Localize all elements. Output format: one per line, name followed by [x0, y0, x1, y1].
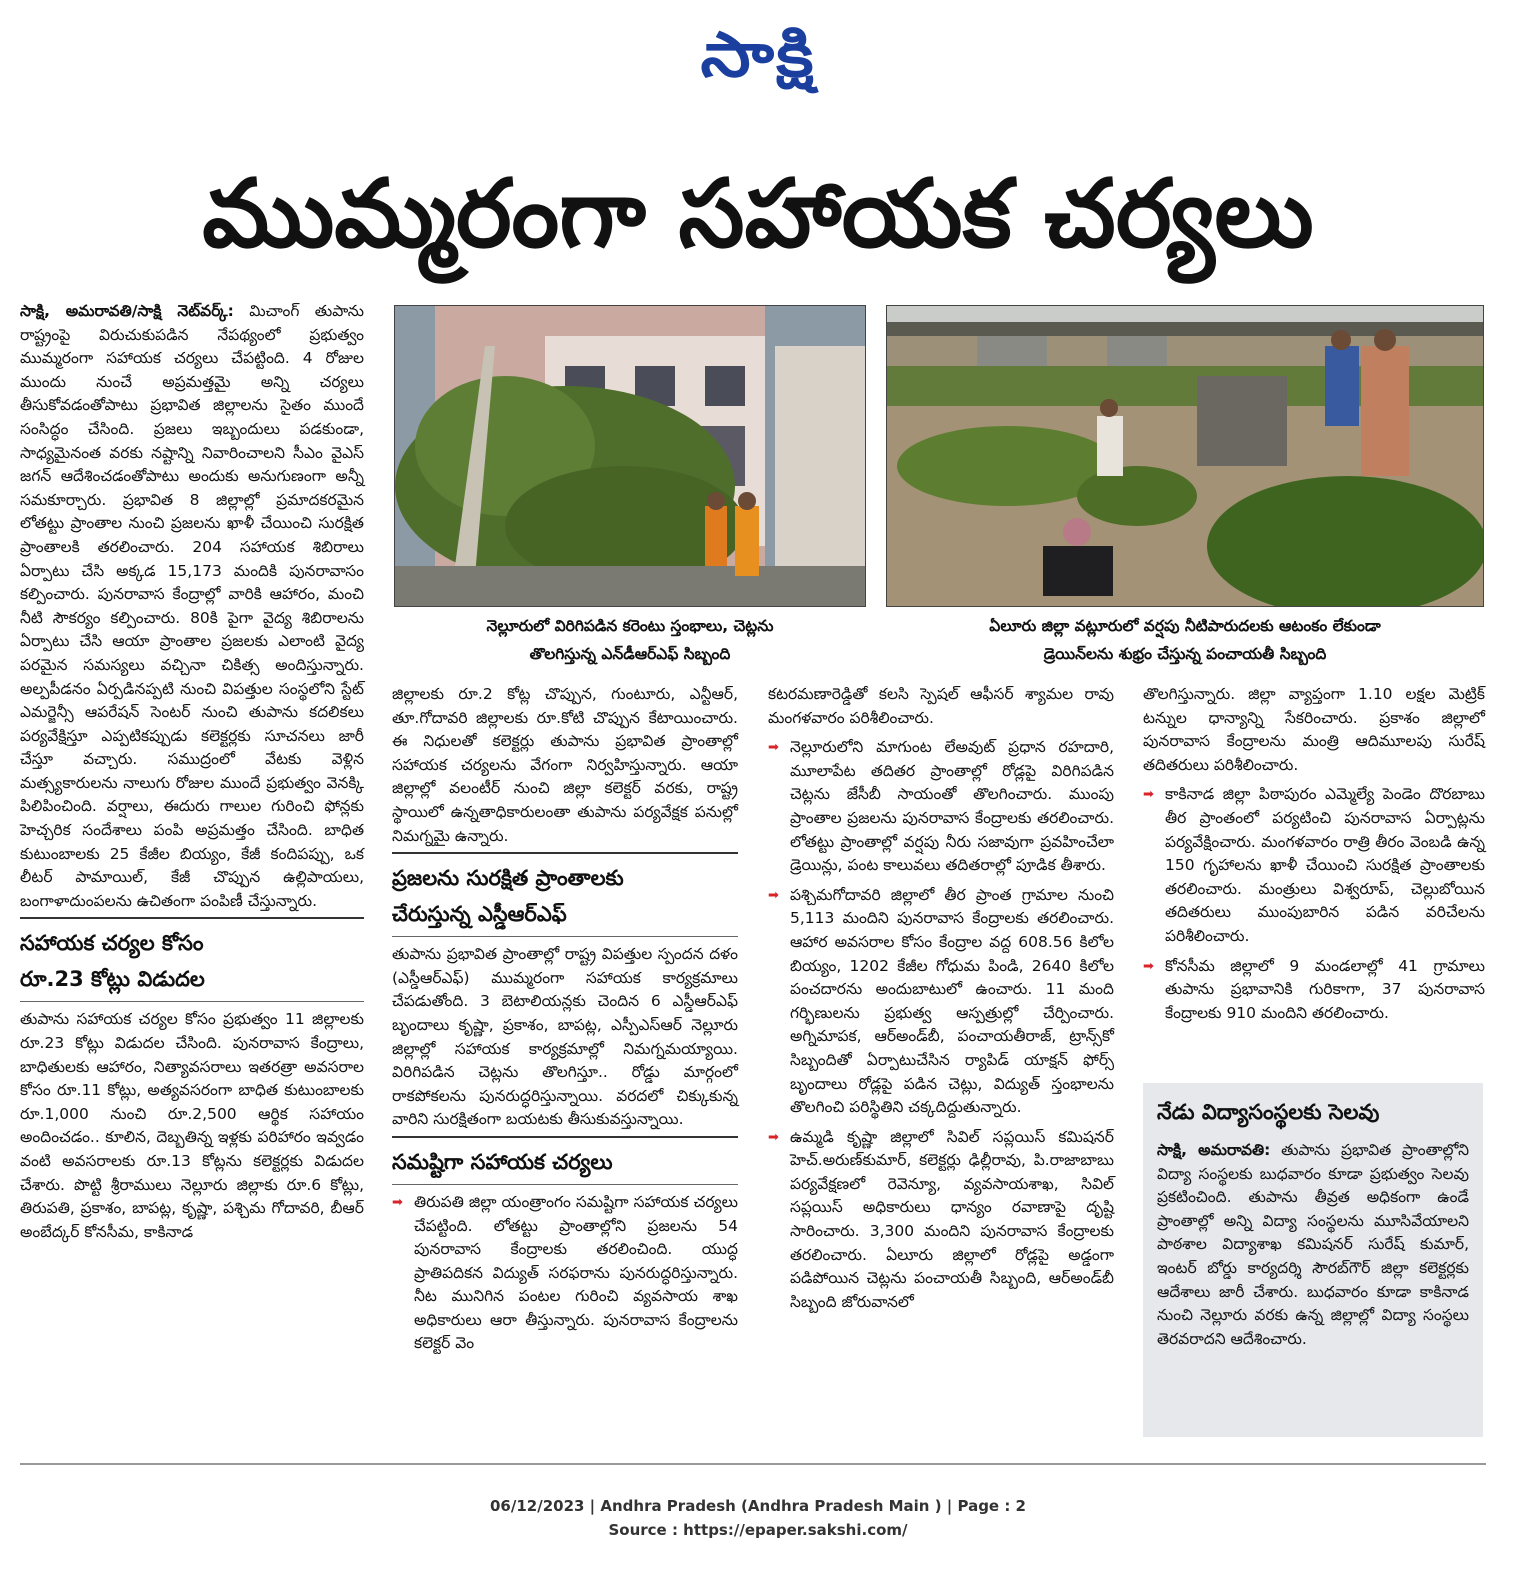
bullet-paragraph: ➡ తిరుపతి జిల్లా యంత్రాంగం సమష్టిగా సహాయక చర్యలు చేపట్టింది. లోతట్టు ప్రాంతాల్లోని ప్రజలను 54 పునరావాస కేంద్రాలకు తరలించింది. యుద్ధ ప్రాతిపదికన విద్యుత్ సరఫరాను పునరుద్ధరిస్తున్నారు. నీట మునిగిన పంటల గురించి వ్యవసాయ శాఖ అధికారులు ఆరా తీస్తున్నారు. పునరావాస కేంద్రాలను కలెక్టర్ వెం: [392, 1191, 738, 1356]
caption-line: డ్రెయిన్‌లను శుభ్రం చేస్తున్న పంచాయతీ సిబ్బంది: [1043, 645, 1327, 663]
photo-image: [395, 306, 866, 607]
school-holiday-box: [1143, 1083, 1483, 1437]
bullet-paragraph: ➡ ఉమ్మడి కృష్ణా జిల్లాలో సివిల్ సప్లయిస్ కమిషనర్ హెచ్.అరుణ్‌కుమార్, కలెక్టర్లు ఢిల్లీరావు, పి.రాజాబాబు పర్యవేక్షణలో రెవెన్యూ, వ్యవసాయశాఖ, సివిల్ సప్లయిస్ అధికారులు ధాన్యం రవాణాపై దృష్టి సారించారు. 3,300 మందిని పునరావాస కేంద్రాలకు తరలించారు. ఏలూరు జిల్లాలో రోడ్లపై అడ్డంగా పడిపోయిన చెట్లను పంచాయతీ సిబ్బంది, ఆర్అండ్‌బీ సిబ్బంది జోరువానలో: [768, 1126, 1114, 1315]
article-column-1: [20, 300, 364, 1244]
bullet-paragraph: ➡ కాకినాడ జిల్లా పిఠాపురం ఎమ్మెల్యే పెండెం దొరబాబు తీర ప్రాంతంలో పర్యటించి పునరావాస ఏర్పాట్లను పర్యవేక్షించారు. మంగళవారం రాత్రి తీరం వెంబడి ఉన్న 150 గృహాలను ఖాళీ చేయించి సురక్షిత ప్రాంతాలకు తరలించారు. మంత్రులు విశ్వరూప్, చెల్లుబోయిన తదితరులు ముంపుబారిన పడిన వరిచేలను పరిశీలించారు.: [1143, 783, 1485, 948]
subheading-sdrf: [392, 860, 738, 932]
lead-text: మిచాంగ్ తుపాను రాష్ట్రంపై విరుచుకుపడిన నేపథ్యంలో ప్రభుత్వం ముమ్మరంగా సహాయక చర్యలు చేపట్టింది. 4 రోజుల ముందు నుంచే అప్రమత్తమై అన్ని చర్యలు తీసుకోవడంతోపాటు ప్రభావిత జిల్లాలను సైతం ముందే సంసిద్ధం చేసింది. ప్రజలు ఇబ్బందులు పడకుండా, సాధ్యమైనంత వరకు నష్టాన్ని నివారించాలని సీఎం వైఎస్ జగన్ ఆదేశించడంతోపాటు అందుకు అనుగుణంగా అన్నీ సమకూర్చారు. ప్రభావిత 8 జిల్లాల్లో ప్రమాదకరమైన లోతట్టు ప్రాంతాల నుంచి ప్రజలను ఖాళీ చేయించి సురక్షిత ప్రాంతాలకి తరలించారు. 204 సహాయక శిబిరాలు ఏర్పాటు చేసి అక్కడ 15,173 మందికి పునరావాసం కల్పించారు. పునరావాస కేంద్రాల్లో వారికి ఆహారం, మంచి నీటి సౌకర్యం కల్పించారు. 80కి పైగా వైద్య శిబిరాలను ఏర్పాటు చేసి ఆయా ప్రాంతాల ప్రజలకు ఎలాంటి వైద్య పరమైన సమస్యలు వచ్చినా చికిత్స అందిస్తున్నారు. అల్పపీడనం ఏర్పడినప్పటి నుంచి విపత్తుల సంస్థలోని స్టేట్ ఎమర్జెన్సీ ఆపరేషన్ సెంటర్ నుంచి తుపాను కదలికలు పర్యవేక్షిస్తూ ఎప్పటికప్పుడు కలెక్టర్లకు సూచనలు జారీ చేస్తూ వచ్చారు. సముద్రంలో వేటకు వెళ్లిన మత్స్యకారులను నాలుగు రోజుల ముందే ప్రభుత్వం వెనక్కి పిలిపించింది. వర్షాలు, ఈదురు గాలుల గురించి ఫోన్లకు హెచ్చరిక సందేశాలు పంపి అప్రమత్తం చేసింది. బాధిత కుటుంబాలకు 25 కేజీల బియ్యం, కేజీ కందిపప్పు, ఒక లీటర్ పామాయిల్, కేజీ చొప్పున ఉల్లిపాయలు, బంగాళాదుంపలను ఉచితంగా పంపిణీ చేస్తున్నారు.: [20, 302, 364, 910]
subheading-line: చేరుస్తున్న ఎస్డీఆర్ఎఫ్: [392, 902, 567, 927]
bullet-paragraph: ➡ కోనసీమ జిల్లాలో 9 మండలాల్లో 41 గ్రామాలు తుపాను ప్రభావానికి గురికాగా, 37 పునరావాస కేంద్రాలకు 910 మందిని తరలించారు.: [1143, 955, 1485, 1026]
photo-nellore-fallen-trees: [394, 305, 866, 607]
box-title: నేడు విద్యాసంస్థలకు సెలవు: [1157, 1100, 1380, 1124]
caption-line: ఏలూరు జిల్లా వట్లూరులో వర్షపు నీటిపారుదలకు ఆటంకం లేకుండా: [989, 617, 1381, 635]
paragraph: తుపాను ప్రభావిత ప్రాంతాల్లో రాష్ట్ర విపత్తుల స్పందన దళం (ఎస్డీఆర్ఎఫ్) ముమ్మరంగా సహాయక కార్యక్రమాలు చేపడుతోంది. 3 బెటాలియన్లకు చెందిన 6 ఎస్డీఆర్ఎఫ్ బృందాలు కృష్ణా, ప్రకాశం, బాపట్ల, ఎస్పీఎస్ఆర్ నెల్లూరు జిల్లాల్లో సహాయక కార్యక్రమాల్లో నిమగ్నమయ్యాయి. విరిగిపడిన చెట్లను తొలగిస్తూ.. రోడ్డు మార్గంలో రాకపోకలను పునరుద్ధరిస్తున్నాయి. వరదలో చిక్కుకున్న వారిని సురక్షితంగా బయటకు తీసుకువస్తున్నాయి.: [392, 945, 738, 1129]
photo-eluru-drain-cleaning: [886, 305, 1484, 607]
footer-dateline: 06/12/2023 | Andhra Pradesh (Andhra Pradesh Main ) | Page : 2: [489, 1497, 1026, 1515]
paragraph: తుపాను సహాయక చర్యల కోసం ప్రభుత్వం 11 జిల్లాలకు రూ.23 కోట్లు విడుదల చేసింది. పునరావాస కేంద్రాలు, బాధితులకు ఆహారం, నిత్యావసరాలు ఇతరత్రా అవసరాల కోసం రూ.11 కోట్లు, అత్యవసరంగా బాధిత కుటుంబాలకు రూ.1,000 నుంచి రూ.2,500 ఆర్థిక సహాయం అందించడం.. కూలిన, దెబ్బతిన్న ఇళ్లకు పరిహారం ఇవ్వడం వంటి అవసరాలకు రూ.13 కోట్లను కలెక్టర్లకు విడుదల చేశారు. పొట్టి శ్రీరాములు నెల్లూరు జిల్లాకు రూ.6 కోట్లు, తిరుపతి, ప్రకాశం, బాపట్ల, కృష్ణా, పశ్చిమ గోదావరి, బీఆర్ అంబేద్కర్ కోనసీమ, కాకినాడ: [20, 1010, 364, 1241]
headline: ముమ్మరంగా సహాయక చర్యలు: [202, 160, 1314, 269]
box-body: [1157, 1139, 1469, 1351]
caption-line: నెల్లూరులో విరిగిపడిన కరెంటు స్తంభాలు, చెట్లను: [486, 617, 774, 635]
caption-line: తొలగిస్తున్న ఎన్‌డీఆర్‌ఎఫ్ సిబ్బంది: [529, 645, 731, 663]
article-column-2: [392, 683, 738, 1356]
section-divider: [392, 936, 738, 937]
subheading-line: ప్రజలను సురక్షిత ప్రాంతాలకు: [392, 866, 624, 891]
paragraph: కటరమణారెడ్డితో కలసి స్పెషల్ ఆఫీసర్ శ్యామల రావు మంగళవారం పరిశీలించారు.: [768, 685, 1114, 727]
paragraph: జిల్లాలకు రూ.2 కోట్ల చొప్పున, గుంటూరు, ఎన్టీఆర్, తూ.గోదావరి జిల్లాలకు రూ.కోటి చొప్పున కేటాయించారు. ఈ నిధులతో కలెక్టర్లు తుపాను ప్రభావిత ప్రాంతాల్లో సహాయక చర్యలను వేగంగా నిర్వహిస్తున్నారు. ఆయా జిల్లాల్లో వలంటీర్ నుంచి జిల్లా కలెక్టర్ వరకు, రాష్ట్ర స్థాయిలో ఉన్నతాధికారులంతా తుపాను పర్యవేక్షక పనుల్లో నిమగ్నమై ఉన్నారు.: [392, 685, 738, 845]
byline: సాక్షి, అమరావతి:: [1157, 1141, 1271, 1159]
masthead-logo-text: సాక్షి: [700, 18, 816, 91]
article-column-3: [768, 683, 1114, 1314]
box-text: తుపాను ప్రభావిత ప్రాంతాల్లోని విద్యా సంస్థలకు బుధవారం కూడా ప్రభుత్వం సెలవు ప్రకటించింది. తుపాను తీవ్రత అధికంగా ఉండే ప్రాంతాల్లో అన్ని విద్యా సంస్థలను మూసివేయాలని పాఠశాల విద్యాశాఖ కమిషనర్ సురేష్ కుమార్, ఇంటర్ బోర్డు కార్యదర్శి సౌరబ్‌గౌర్ జిల్లా కలెక్టర్లకు ఆదేశాలు జారీ చేశారు. బుధవారం కూడా కాకినాడ నుంచి నెల్లూరు వరకు ఉన్న జిల్లాల్లో విద్యా సంస్థలు తెరవరాదని ఆదేశించారు.: [1157, 1141, 1469, 1348]
subheading-line: సహాయక చర్యల కోసం: [20, 931, 204, 956]
bullet-paragraph: ➡ పశ్చిమగోదావరి జిల్లాలో తీర ప్రాంత గ్రామాల నుంచి 5,113 మందిని పునరావాస కేంద్రాలకు తరలించారు. ఆహార అవసరాల కోసం కేంద్రాల వద్ద 608.56 కిలోల బియ్యం, 1202 కేజీల గోధుమ పిండి, 2640 కిలోల పంచదారను అందుబాటులో ఉంచారు. 11 మంది గర్భిణులను ప్రభుత్వ ఆస్పత్రుల్లో చేర్పించారు. అగ్నిమాపక, ఆర్అండ్‌బీ, పంచాయతీరాజ్, ట్రాన్స్‌కో సిబ్బందితో ఏర్పాటుచేసిన ర్యాపిడ్ యాక్షన్ ఫోర్స్ బృందాలు రోడ్లపై పడిన చెట్లు, విద్యుత్ స్తంభాలను తొలగించి పరిస్థితిని చక్కదిద్దుతున్నారు.: [768, 884, 1114, 1120]
section-divider: [392, 852, 738, 854]
subheading-collective-relief: సమష్టిగా సహాయక చర్యలు: [392, 1149, 613, 1174]
byline: సాక్షి, అమరావతి/సాక్షి నెట్‌వర్క్:: [20, 302, 234, 320]
subheading-relief-funds: [20, 925, 364, 997]
section-divider: [392, 1136, 738, 1138]
section-divider: [392, 1184, 738, 1185]
paragraph: తొలగిస్తున్నారు. జిల్లా వ్యాప్తంగా 1.10 లక్షల మెట్రిక్ టన్నుల ధాన్యాన్ని సేకరించారు. ప్రకాశం జిల్లాలో పునరావాస కేంద్రాలను మంత్రి ఆదిమూలపు సురేష్ తదితరులు పరిశీలించారు.: [1143, 685, 1485, 774]
footer-source: Source : https://epaper.sakshi.com/: [608, 1521, 908, 1539]
page-bottom-divider: [20, 1463, 1486, 1465]
lead-paragraph: [20, 300, 364, 913]
section-divider: [20, 1001, 364, 1002]
section-divider: [20, 917, 364, 919]
photo-caption-1: [394, 612, 866, 668]
photo-image: [887, 306, 1484, 607]
photo-caption-2: [886, 612, 1484, 668]
masthead-logo: [0, 18, 1516, 106]
article-column-4: [1143, 683, 1485, 1025]
bullet-paragraph: ➡ నెల్లూరులోని మాగుంట లేఅవుట్ ప్రధాన రహదారి, మూలాపేట తదితర ప్రాంతాల్లో రోడ్లపై విరిగిపడిన చెట్లను జేసీబీ సాయంతో తొలగించారు. ముంపు ప్రాంతాల ప్రజలను పునరావాస కేంద్రాలకు తరలించారు. లోతట్టు ప్రాంతాల్లో వర్షపు నీరు సజావుగా ప్రవహించేలా డ్రెయిన్లు, పంట కాలువలు తదితరాల్లో పూడిక తీశారు.: [768, 736, 1114, 878]
subheading-line: రూ.23 కోట్లు విడుదల: [20, 967, 205, 992]
